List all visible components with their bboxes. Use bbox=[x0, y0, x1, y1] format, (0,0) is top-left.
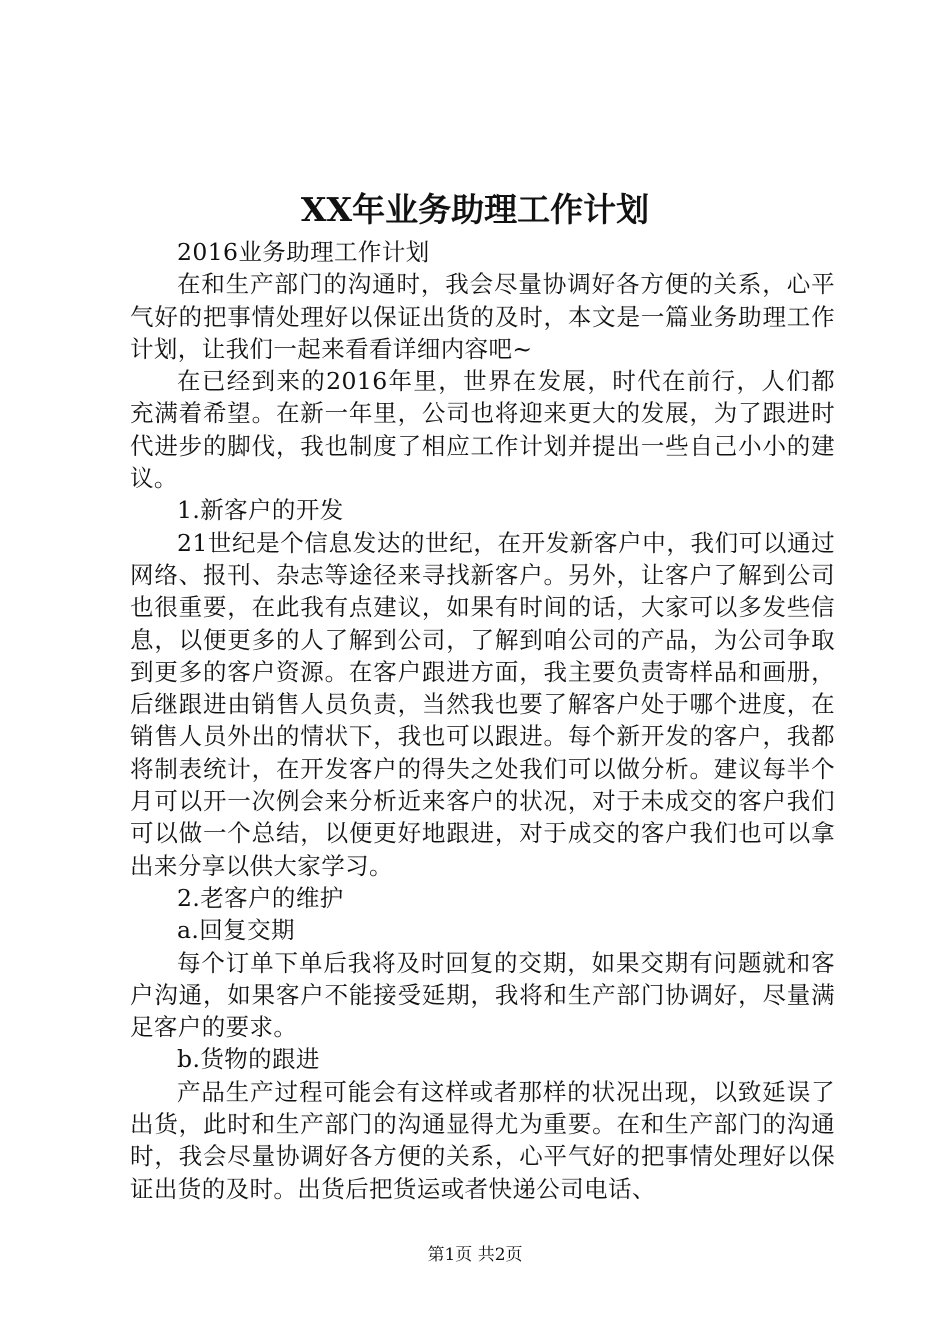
body-paragraph: 产品生产过程可能会有这样或者那样的状况出现，以致延误了出货，此时和生产部门的沟通显得尤为重要。在和生产部门的沟通时，我会尽量协调好各方便的关系，心平气好的把事情处理好以保证出货的及时。出货后把货运或者快递公司电话、 bbox=[130, 1077, 835, 1203]
body-paragraph: 每个订单下单后我将及时回复的交期，如果交期有问题就和客户沟通，如果客户不能接受延期，我将和生产部门协调好，尽量满足客户的要求。 bbox=[130, 948, 835, 1042]
document-title: XX年业务助理工作计划 bbox=[300, 190, 650, 229]
section-heading-old-clients: 2.老客户的维护 bbox=[177, 883, 344, 912]
subsection-heading-goods-followup: b.货物的跟进 bbox=[177, 1045, 320, 1074]
document-body bbox=[130, 236, 835, 1205]
intro-paragraph: 在和生产部门的沟通时，我会尽量协调好各方便的关系，心平气好的把事情处理好以保证出货的及时，本文是一篇业务助理工作计划，让我们一起来看看详细内容吧~ bbox=[130, 270, 835, 363]
section-heading-new-clients: 1.新客户的开发 bbox=[177, 496, 344, 525]
body-paragraph: 21世纪是个信息发达的世纪，在开发新客户中，我们可以通过网络、报刊、杂志等途径来寻找新客户。另外，让客户了解到公司也很重要，在此我有点建议，如果有时间的话，大家可以多发些信息，以便更多的人了解到公司，了解到咱公司的产品，为公司争取到更多的客户资源。在客户跟进方面，我主要负责寄样品和画册，后继跟进由销售人员负责，当然我也要了解客户处于哪个进度，在销售人员外出的情状下，我也可以跟进。每个新开发的客户，我都将制表统计，在开发客户的得失之处我们可以做分析。建议每半个月可以开一次例会来分析近来客户的状况，对于未成交的客户我们可以做一个总结，以便更好地跟进，对于成交的客户我们也可以拿出来分享以供大家学习。 bbox=[130, 528, 835, 880]
subsection-heading-delivery: a.回复交期 bbox=[177, 916, 295, 945]
body-paragraph: 在已经到来的2016年里，世界在发展，时代在前行，人们都充满着希望。在新一年里，公司也将迎来更大的发展，为了跟进时代进步的脚伐，我也制度了相应工作计划并提出一些自己小小的建议。 bbox=[130, 367, 835, 493]
subtitle-paragraph: 2016业务助理工作计划 bbox=[177, 238, 430, 266]
page-footer: 第1页 共2页 bbox=[427, 1245, 523, 1265]
